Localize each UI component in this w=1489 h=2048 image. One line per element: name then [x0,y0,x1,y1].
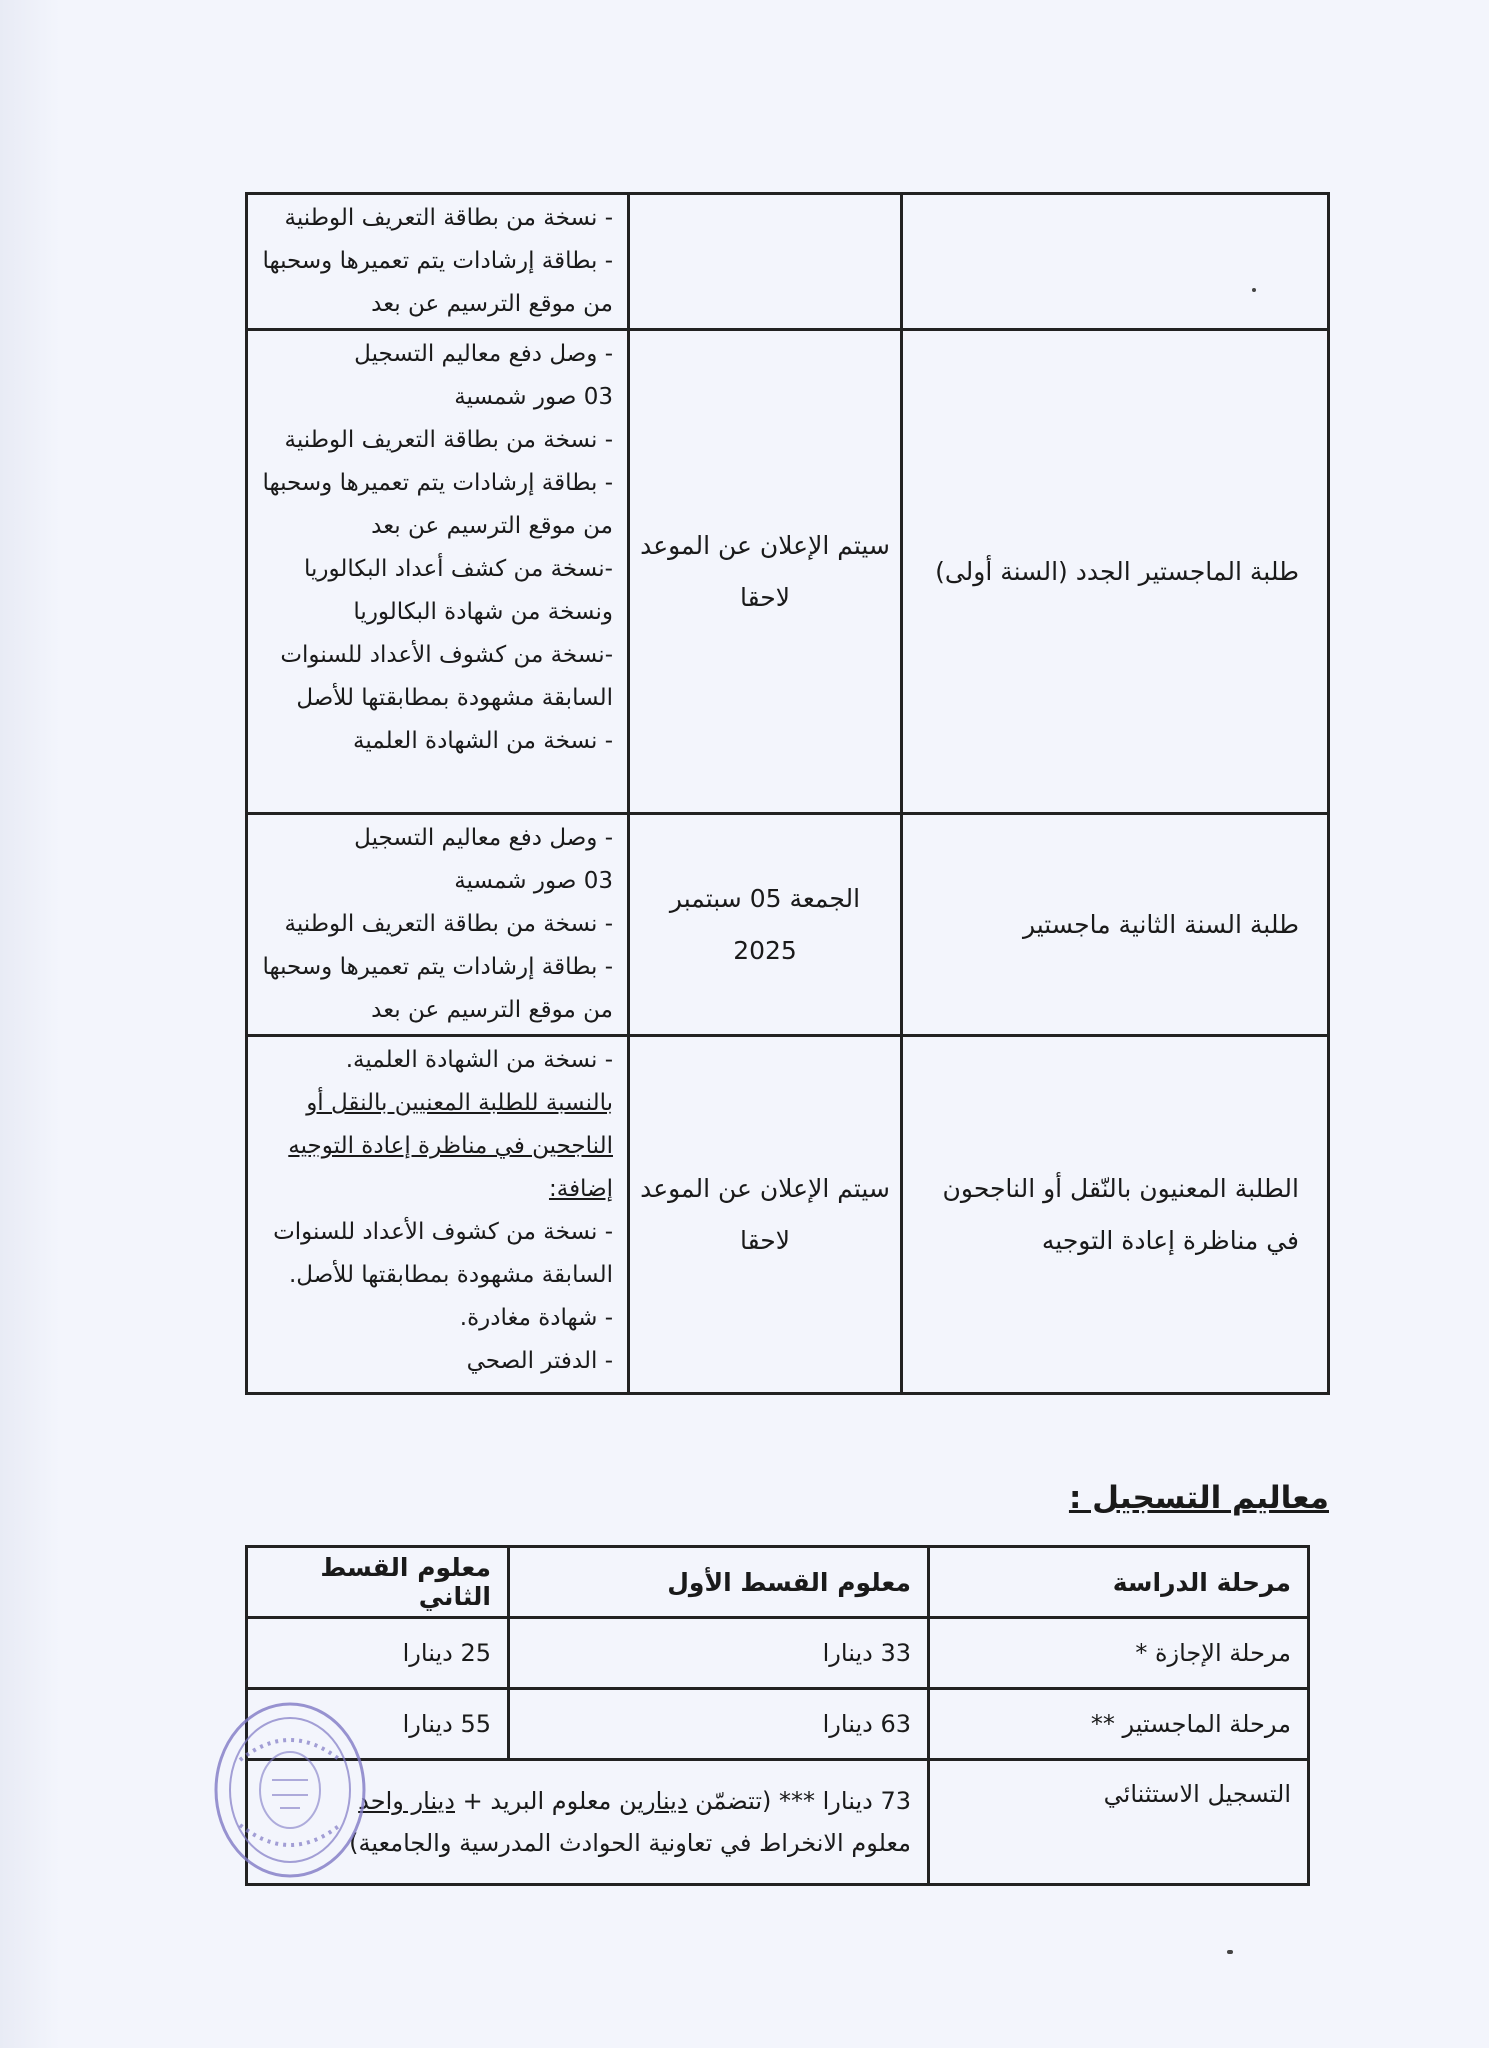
document-line: - نسخة من بطاقة التعريف الوطنية [284,911,613,937]
official-stamp-icon [210,1700,370,1880]
scan-mark [1252,288,1256,292]
document-line: من موقع الترسيم عن بعد [371,997,613,1023]
document-line: - الدفتر الصحي [466,1348,613,1374]
table-row [247,194,1329,330]
document-line: -نسخة من كشوف الأعداد للسنوات [280,642,613,668]
stage-cell: مرحلة الماجستير ** [929,1689,1309,1760]
category-cell: طلبة السنة الثانية ماجستير [902,814,1329,1036]
second-installment-cell: 55 دينارا [247,1689,509,1760]
first-installment-cell: 63 دينارا [509,1689,929,1760]
document-line-underlined: بالنسبة للطلبة المعنيين بالنقل أو [306,1090,613,1116]
category-cell [902,194,1329,330]
document-line: - شهادة مغادرة. [459,1305,613,1331]
header-second-installment: معلوم القسط الثاني [247,1547,509,1618]
exceptional-amount: 73 دينارا *** (تتضمّن [695,1787,911,1815]
document-line-underlined: الناجحين في مناظرة إعادة التوجيه [288,1133,613,1159]
document-line: - نسخة من كشوف الأعداد للسنوات [273,1219,613,1245]
table-row [247,1036,1329,1394]
document-line: - بطاقة إرشادات يتم تعميرها وسحبها [262,954,613,980]
document-line: - وصل دفع معاليم التسجيل [354,341,613,367]
table-header-row [247,1547,1309,1618]
document-line: السابقة مشهودة بمطابقتها للأصل. [289,1262,613,1288]
exceptional-underlined-1: دينارين [619,1787,688,1815]
exceptional-mid: معلوم البريد + [462,1787,612,1815]
second-installment-cell: 25 دينارا [247,1618,509,1689]
requirements-table [245,192,1330,1395]
stage-cell: التسجيل الاستثنائي [929,1760,1309,1885]
category-cell: طلبة الماجستير الجدد (السنة أولى) [902,330,1329,814]
table-row [247,1689,1309,1760]
document-line: - بطاقة إرشادات يتم تعميرها وسحبها [262,248,613,274]
document-line-underlined: إضافة: [548,1176,613,1202]
date-cell: سيتم الإعلان عن الموعد لاحقا [629,330,902,814]
document-line: السابقة مشهودة بمطابقتها للأصل [296,685,613,711]
document-line: -نسخة من كشف أعداد البكالوريا [303,556,613,582]
table-row [247,814,1329,1036]
date-cell: الجمعة 05 سبتمبر 2025 [629,814,902,1036]
fees-table [245,1545,1310,1886]
documents-cell [247,194,629,330]
document-line: - نسخة من بطاقة التعريف الوطنية [284,427,613,453]
table-row [247,1760,1309,1885]
document-line: - نسخة من الشهادة العلمية [353,728,613,754]
documents-cell [247,1036,629,1394]
documents-cell [247,330,629,814]
document-line: من موقع الترسيم عن بعد [371,291,613,317]
document-line: من موقع الترسيم عن بعد [371,513,613,539]
date-cell: سيتم الإعلان عن الموعد لاحقا [629,1036,902,1394]
exceptional-line-2: معلوم الانخراط في تعاونية الحوادث المدرسية والجامعية) [349,1829,911,1857]
document-line: 03 صور شمسية [454,384,613,410]
table-row [247,1618,1309,1689]
documents-cell [247,814,629,1036]
document-line: ونسخة من شهادة البكالوريا [353,599,613,625]
first-installment-cell: 33 دينارا [509,1618,929,1689]
header-first-installment: معلوم القسط الأول [509,1547,929,1618]
scan-mark [1227,1950,1233,1954]
document-line: - نسخة من الشهادة العلمية. [345,1047,613,1073]
header-stage: مرحلة الدراسة [929,1547,1309,1618]
date-cell [629,194,902,330]
document-line: 03 صور شمسية [454,868,613,894]
stage-cell: مرحلة الإجازة * [929,1618,1309,1689]
fees-heading: معاليم التسجيل : [1068,1480,1329,1516]
document-line: - بطاقة إرشادات يتم تعميرها وسحبها [262,470,613,496]
page-edge-shadow [0,0,60,2048]
document-line: - وصل دفع معاليم التسجيل [354,825,613,851]
document-line: - نسخة من بطاقة التعريف الوطنية [284,205,613,231]
exceptional-underlined-2: دينار واحد [358,1787,455,1815]
table-row [247,330,1329,814]
category-cell: الطلبة المعنيون بالنّقل أو الناجحون في مناظرة إعادة التوجيه [902,1036,1329,1394]
